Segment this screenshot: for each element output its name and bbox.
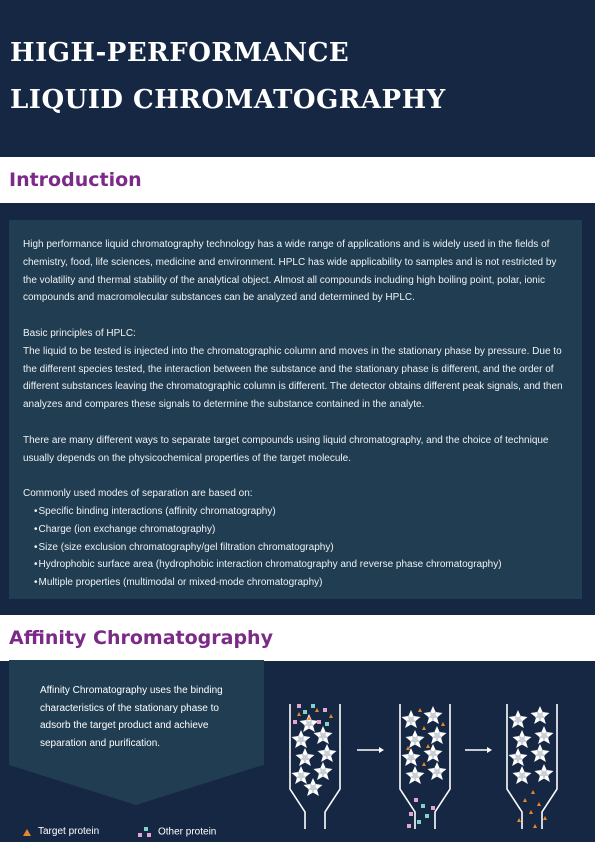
modes-list bbox=[23, 503, 568, 592]
introduction-panel bbox=[9, 220, 582, 599]
intro-paragraph-1: High performance liquid chromatography technology has a wide range of applications and is widely used in the fields of chemistry, food, life sciences, medicine and environment. HPLC has wide applicability to samples and is not restricted by the volatility and thermal stability of the analytical object. Almost all compounds including high boiling point, polar, ionic compounds and macromolecular substances can be analyzed and determined by HPLC. bbox=[23, 239, 557, 304]
list-item: • Size (size exclusion chromatography/gel filtration chromatography) bbox=[34, 539, 568, 557]
column-2 bbox=[400, 704, 450, 829]
arrow-1-head bbox=[379, 747, 384, 753]
affinity-heading: Affinity Chromatography bbox=[9, 627, 273, 649]
page-title-line-2: LIQUID CHROMATOGRAPHY bbox=[10, 85, 446, 115]
principles-label: Basic principles of HPLC: bbox=[23, 327, 136, 339]
list-item: • Multiple properties (multimodal or mixed-mode chromatography) bbox=[34, 574, 568, 592]
introduction-band bbox=[0, 157, 595, 203]
modes-label: Commonly used modes of separation are based on: bbox=[23, 488, 253, 500]
affinity-description: Affinity Chromatography uses the binding characteristics of the stationary phase to adsorb the target product and achieve separation and purification. bbox=[40, 685, 223, 749]
principles-paragraph: The liquid to be tested is injected into the chromatographic column and moves in the stationary phase by pressure. Due to the different species tested, the interaction between the substance and the stationary phase is different, and the order of different substances leaving the chromatographic column is different. The detector obtains different peak signals, and then analyzes and compares these signals to determine the substance contained in the analyte. bbox=[23, 345, 563, 411]
legend-target-protein bbox=[22, 826, 99, 837]
list-item: • Specific binding interactions (affinity chromatography) bbox=[34, 503, 568, 521]
list-item: • Charge (ion exchange chromatography) bbox=[34, 521, 568, 539]
column-3 bbox=[507, 704, 557, 829]
affinity-column-diagram bbox=[285, 690, 595, 840]
affinity-band bbox=[0, 615, 595, 661]
page-title-line-1: HIGH-PERFORMANCE bbox=[10, 38, 350, 68]
arrow-2-head bbox=[487, 747, 492, 753]
intro-paragraph-3: There are many different ways to separate target compounds using liquid chromatography, and the choice of technique usually depends on the physicochemical properties of the target molecule. bbox=[23, 434, 549, 464]
legend-target-label: Target protein bbox=[38, 826, 100, 837]
colored-squares-icon bbox=[138, 826, 152, 838]
orange-triangle-icon bbox=[22, 827, 32, 837]
legend-other-label: Other protein bbox=[158, 826, 217, 838]
legend-other-protein bbox=[138, 826, 216, 838]
column-1 bbox=[290, 704, 340, 829]
introduction-heading: Introduction bbox=[9, 169, 142, 191]
affinity-box-pointer bbox=[9, 765, 263, 805]
list-item: • Hydrophobic surface area (hydrophobic interaction chromatography and reverse phase chromatography) bbox=[34, 556, 568, 574]
page-title bbox=[10, 30, 446, 124]
